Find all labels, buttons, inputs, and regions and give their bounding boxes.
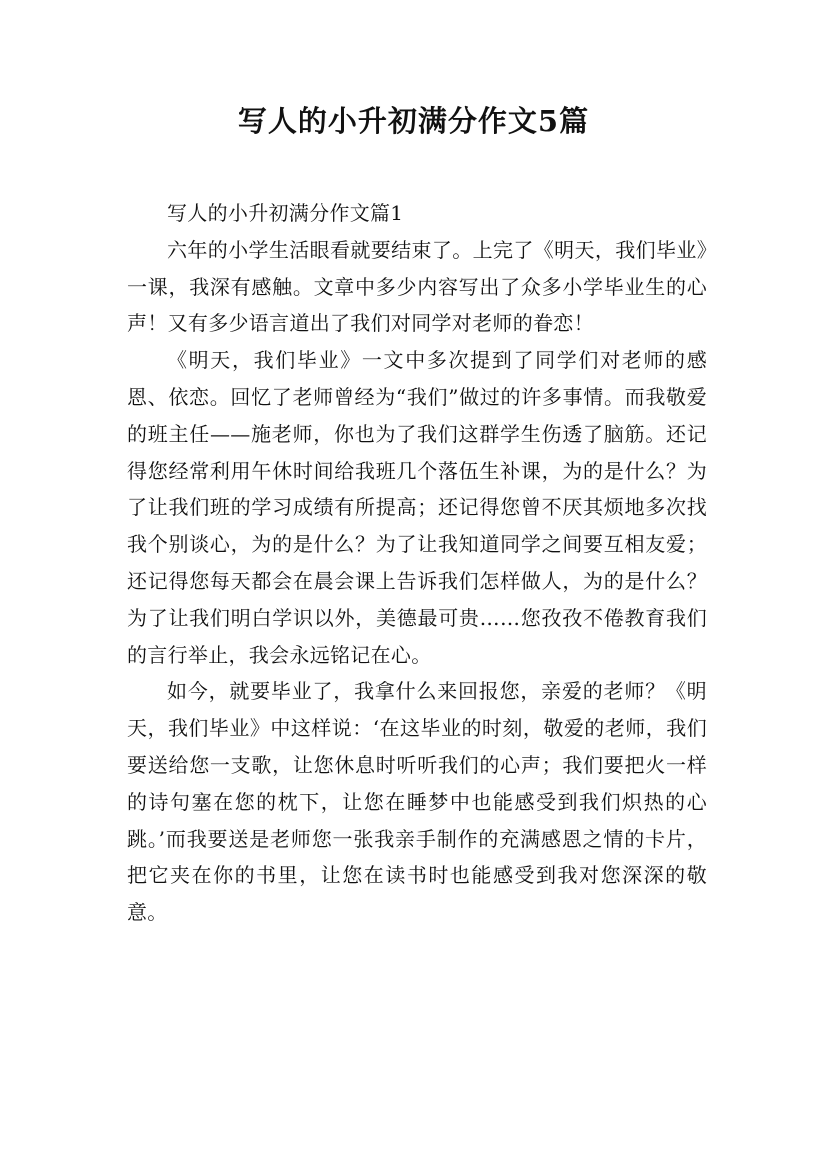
paragraph: 六年的小学生活眼看就要结束了。上完了《明天，我们毕业》一课，我深有感触。文章中多少内容写出了众多小学毕业生的心声！又有多少语言道出了我们对同学对老师的眷恋！ — [127, 237, 707, 336]
paragraph: 《明天，我们毕业》一文中多次提到了同学们对老师的感恩、依恋。回忆了老师曾经为“我们”做过的许多事情。而我敬爱的班主任——施老师，你也为了我们这群学生伤透了脑筋。还记得您经常利用午休时间给我班几个落伍生补课，为的是什么？为了让我们班的学习成绩有所提高；还记得您曾不厌其烦地多次找我个别谈心，为的是什么？为了让我知道同学之间要互相友爱；还记得您每天都会在晨会课上告诉我们怎样做人，为的是什么？为了让我们明白学识以外，美德最可贵……您孜孜不倦教育我们的言行举止，我会永远铭记在心。 — [127, 348, 707, 667]
document-title: 写人的小升初满分作文5篇 — [237, 104, 590, 138]
document-body — [127, 195, 707, 931]
paragraph: 如今，就要毕业了，我拿什么来回报您，亲爱的老师？《明天，我们毕业》中这样说：‘在这毕业的时刻，敬爱的老师，我们要送给您一支歌，让您休息时听听我们的心声；我们要把火一样的诗句塞在您的枕下，让您在睡梦中也能感受到我们炽热的心跳。’而我要送是老师您一张我亲手制作的充满感恩之情的卡片，把它夹在你的书里，让您在读书时也能感受到我对您深深的敬意。 — [127, 679, 707, 925]
section-heading: 写人的小升初满分作文篇1 — [167, 201, 404, 225]
